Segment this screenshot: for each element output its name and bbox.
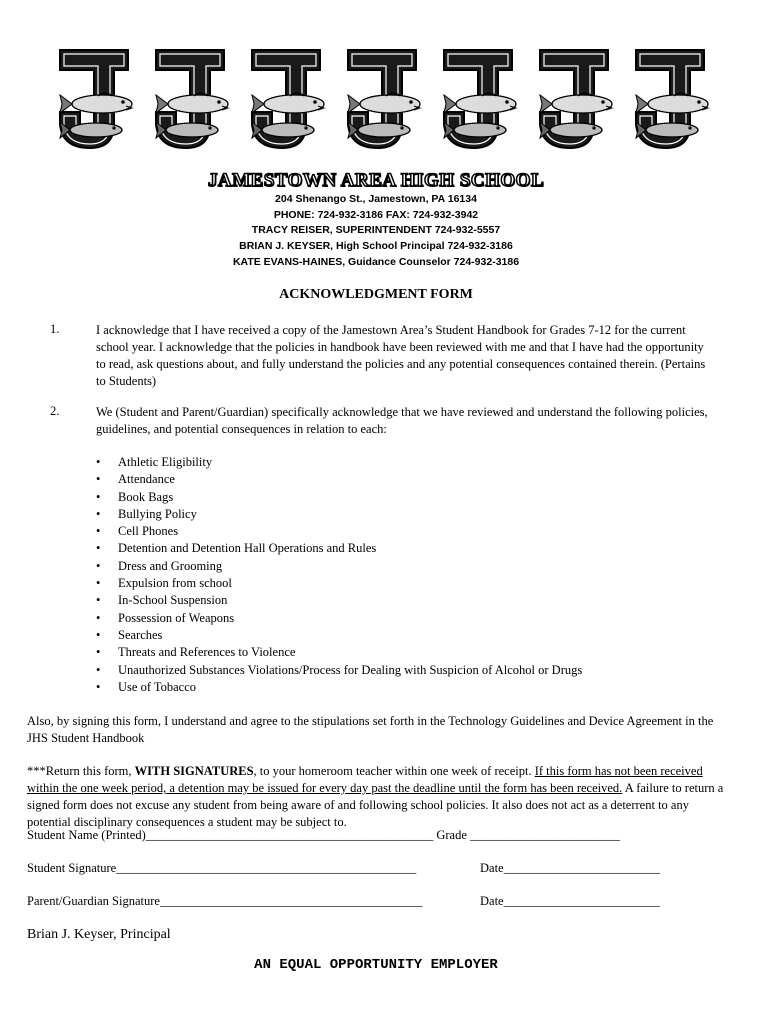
parent-signature-label: Parent/Guardian Signature: [27, 894, 160, 908]
list-item: • Threats and References to Violence: [96, 644, 582, 661]
school-address: 204 Shenango St., Jamestown, PA 16134: [275, 193, 477, 205]
return-note-suffix: A failure to return a signed form does not excuse any student from being aware of and following school policies. It also does not act as a deterrent to any potential disciplinary consequences a student may be subject to.: [27, 781, 724, 829]
principal-line: BRIAN J. KEYSER, High School Principal 724-932-3186: [239, 240, 513, 252]
school-phone: PHONE: 724-932-3186 FAX: 724-932-3942: [273, 209, 479, 221]
acknowledgment-item-1: I acknowledge that I have received a copy of the Jamestown Area’s Student Handbook for Grades 7-12 for the current school year. I acknowledge that the policies in handbook have been reviewed with me and that I have had the opportunity to read, ask questions about, and fully understand the policies and any potential consequences contained therein. (Pertains to Students): [96, 323, 706, 388]
form-title: ACKNOWLEDGMENT FORM: [279, 287, 473, 302]
grade-label: Grade: [433, 828, 471, 842]
student-signature-label: Student Signature: [27, 861, 117, 875]
parent-signature-field[interactable]: __________________________________________: [159, 894, 423, 908]
policy-list: [96, 454, 582, 696]
parent-date-field[interactable]: _________________________: [503, 894, 660, 908]
jamestown-j-fish-logo: [436, 44, 520, 152]
list-item: • Use of Tobacco: [96, 679, 582, 696]
principal-signoff: Brian J. Keyser, Principal: [27, 927, 171, 942]
parent-date-row: [480, 894, 660, 909]
list-item: • Detention and Detention Hall Operations and Rules: [96, 540, 582, 557]
student-name-row: [27, 828, 620, 843]
list-item: • Dress and Grooming: [96, 558, 582, 575]
jamestown-j-fish-logo: [628, 44, 712, 152]
student-signature-field[interactable]: ________________________________________________: [116, 861, 417, 875]
logo-banner: [52, 44, 712, 152]
student-name-label: Student Name (Printed): [27, 828, 146, 842]
technology-note: Also, by signing this form, I understand and agree to the stipulations set forth in the Technology Guidelines and Device Agreement in the JHS Student Handbook: [27, 714, 714, 745]
item-number: 2.: [50, 404, 60, 418]
equal-opportunity-footer: AN EQUAL OPPORTUNITY EMPLOYER: [254, 957, 498, 973]
return-note: [27, 763, 733, 831]
list-item: • Searches: [96, 627, 582, 644]
item-number: 1.: [50, 322, 60, 336]
jamestown-j-fish-logo: [244, 44, 328, 152]
list-item: • Athletic Eligibility: [96, 454, 582, 471]
jamestown-j-fish-logo: [532, 44, 616, 152]
grade-field[interactable]: ________________________: [470, 828, 621, 842]
superintendent-line: TRACY REISER, SUPERINTENDENT 724-932-5557: [251, 224, 501, 236]
list-item: • Attendance: [96, 471, 582, 488]
date-label: Date: [480, 861, 504, 875]
counselor-line: KATE EVANS-HAINES, Guidance Counselor 724-932-3186: [232, 256, 520, 268]
jamestown-j-fish-logo: [340, 44, 424, 152]
date-label: Date: [480, 894, 504, 908]
school-name: JAMESTOWN AREA HIGH SCHOOL: [207, 170, 545, 191]
return-note-prefix: ***Return this form,: [27, 764, 135, 778]
student-signature-row: [27, 861, 416, 876]
jamestown-j-fish-logo: [52, 44, 136, 152]
list-item: • Cell Phones: [96, 523, 582, 540]
list-item: • Bullying Policy: [96, 506, 582, 523]
student-name-field[interactable]: ______________________________________________: [145, 828, 434, 842]
student-date-row: [480, 861, 660, 876]
jamestown-j-fish-logo: [148, 44, 232, 152]
list-item: • Expulsion from school: [96, 575, 582, 592]
list-item: • Unauthorized Substances Violations/Process for Dealing with Suspicion of Alcohol or Drugs: [96, 662, 582, 679]
student-date-field[interactable]: _________________________: [503, 861, 660, 875]
return-note-deadline: If this form has not been received within the one week period, a detention may be issued for every day past the deadline until the form has been received.: [27, 764, 703, 795]
list-item: • In-School Suspension: [96, 592, 582, 609]
list-item: • Possession of Weapons: [96, 610, 582, 627]
return-note-emphasis: WITH SIGNATURES: [134, 764, 254, 778]
return-note-middle: , to your homeroom teacher within one week of receipt.: [253, 764, 535, 778]
parent-signature-row: [27, 894, 422, 909]
list-item: • Book Bags: [96, 489, 582, 506]
acknowledgment-item-2: We (Student and Parent/Guardian) specifically acknowledge that we have reviewed and understand the following policies, guidelines, and potential consequences in relation to each:: [96, 405, 708, 436]
